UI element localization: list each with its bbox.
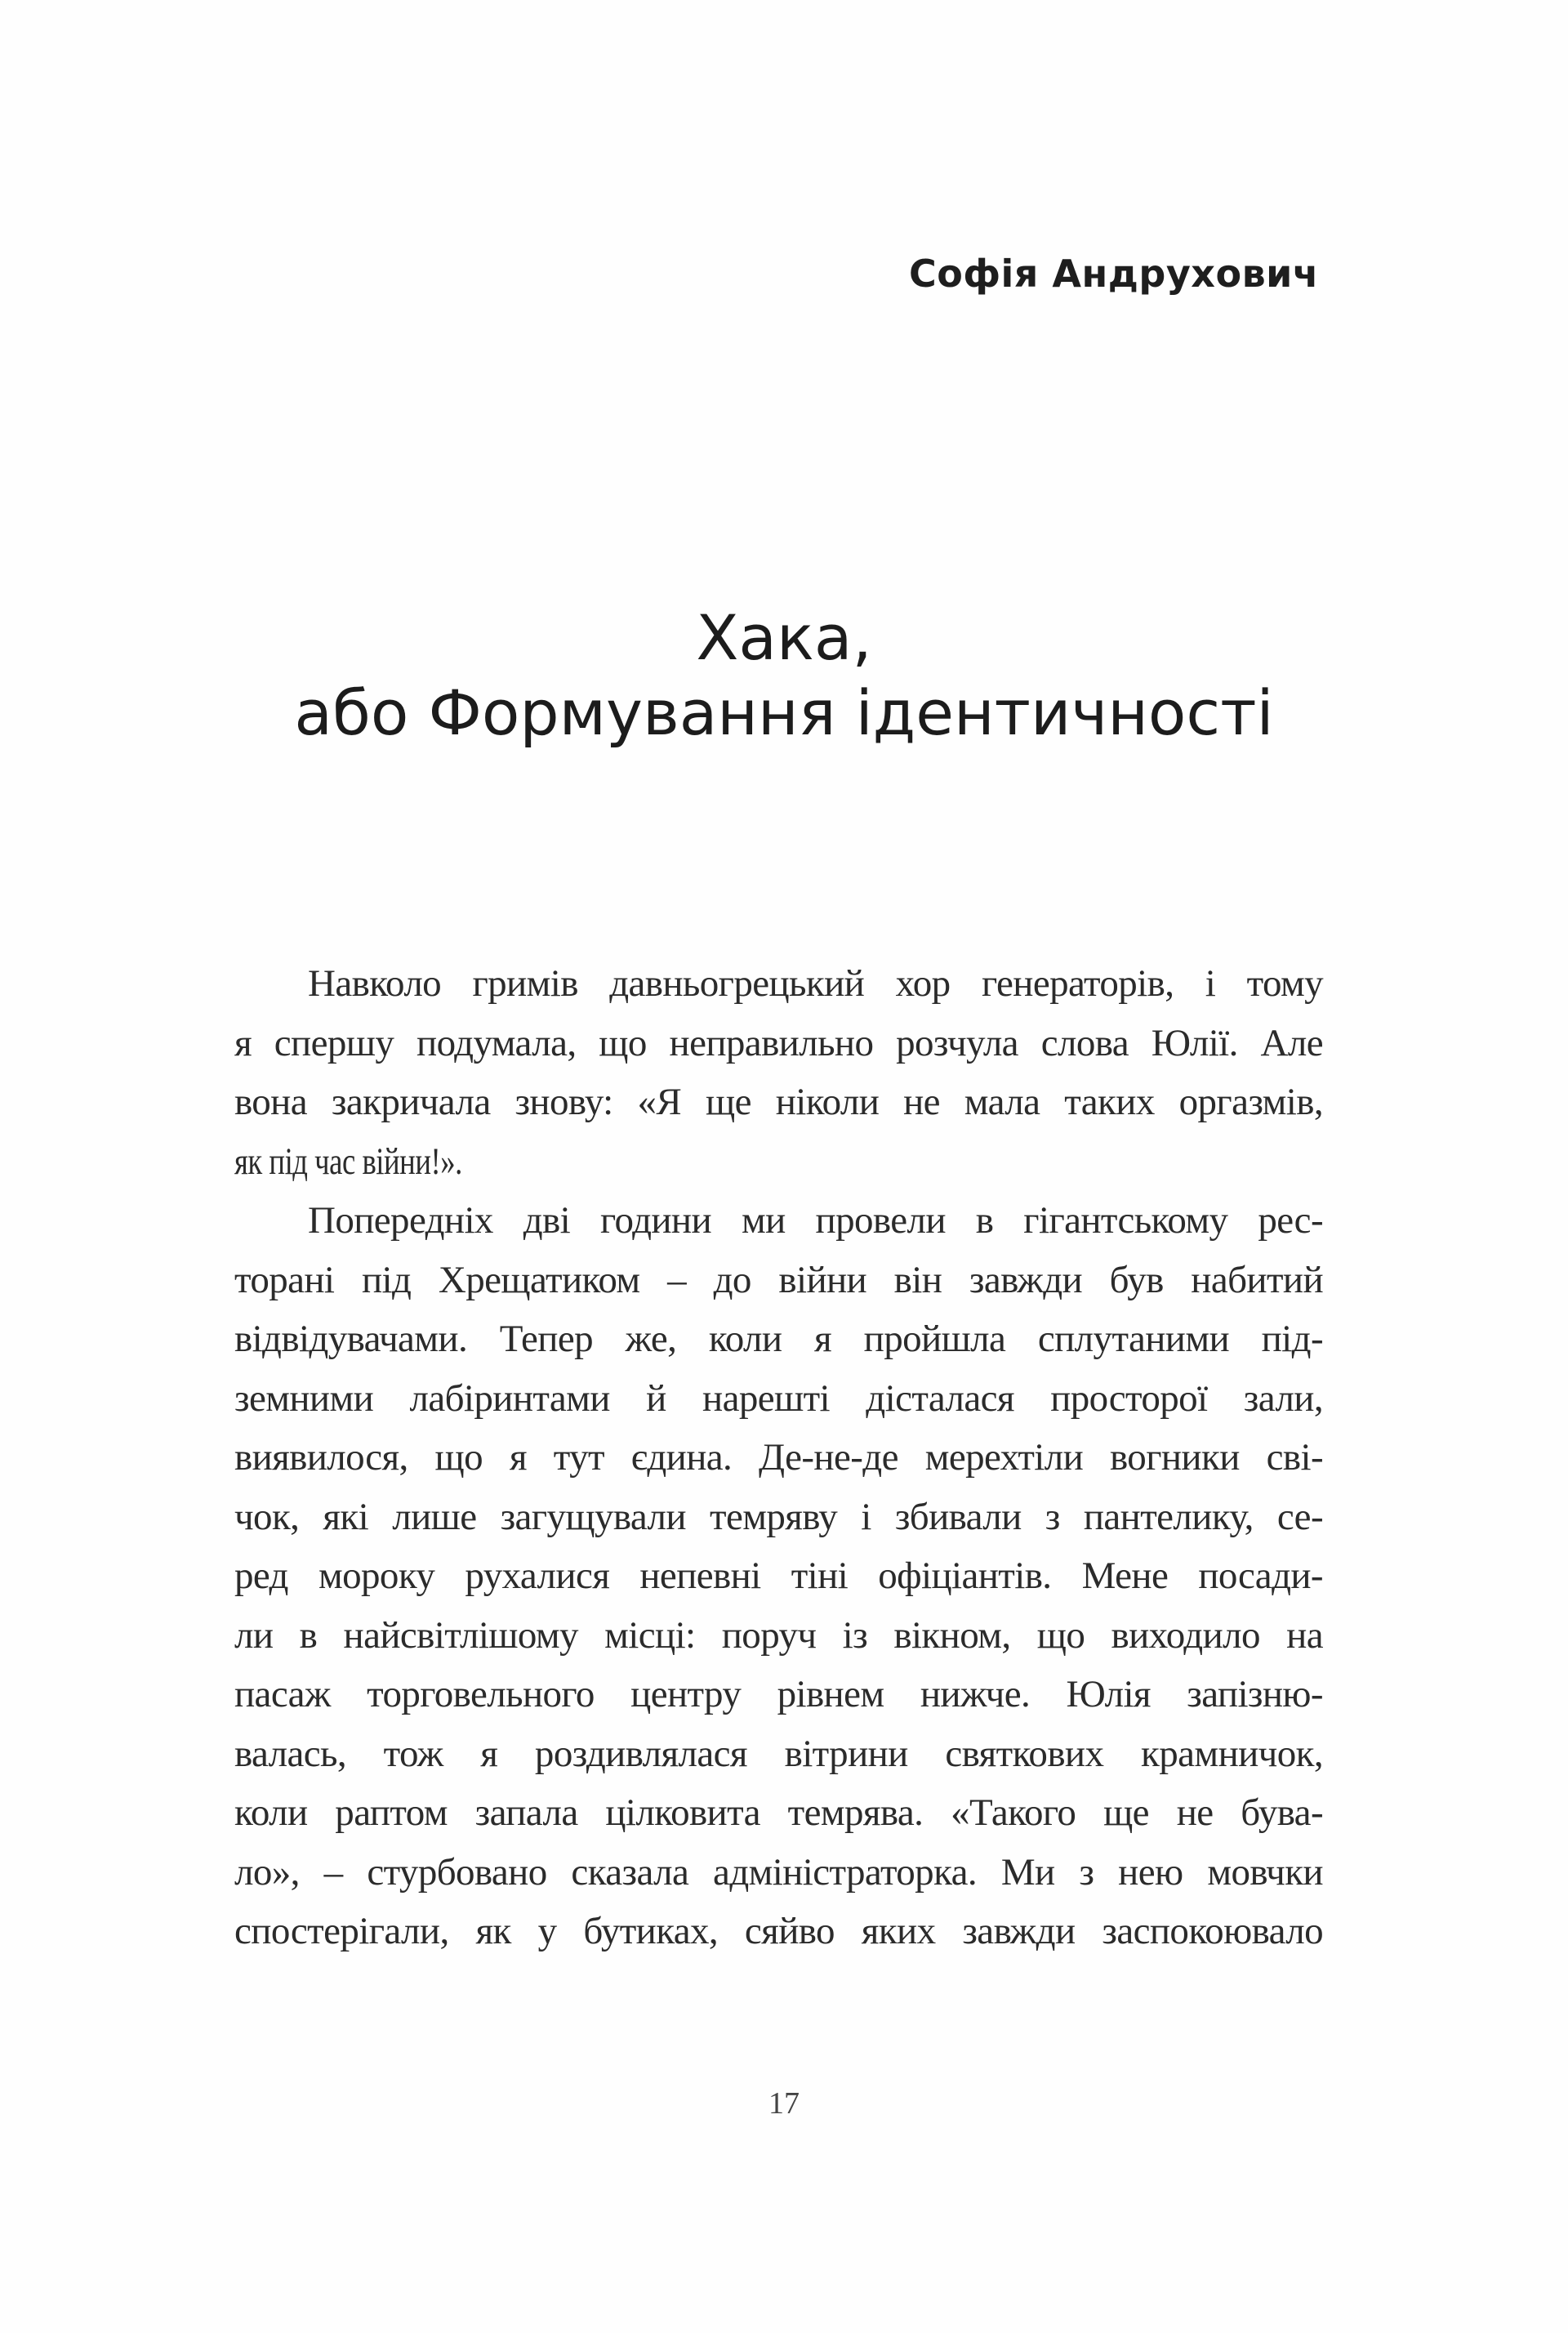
page-number: 17 <box>768 2086 800 2121</box>
text-line: земними лабіринтами й нарешті дісталася просторої зали, <box>234 1376 1323 1420</box>
text-line: валась, тож я роздивлялася вітрини святкових крамничок, <box>234 1732 1323 1775</box>
chapter-title <box>0 600 1568 751</box>
text-line: ло», – стурбовано сказала адміністраторка. Ми з нею мовчки <box>234 1850 1323 1894</box>
text-line: ли в найсвітлішому місці: поруч із вікном, що виходило на <box>234 1613 1323 1657</box>
chapter-title-line-1: Хака, <box>696 601 872 674</box>
text-line: відвідувачами. Тепер же, коли я пройшла сплутаними під- <box>234 1318 1323 1360</box>
paragraph-2 <box>234 1191 1323 1961</box>
text-line: чок, які лише загущували темряву і збивали з пантелику, се- <box>234 1495 1323 1538</box>
text-line: торані під Хрещатиком – до війни він завжди був набитий <box>234 1258 1323 1301</box>
text-line: спостерігали, як у бутиках, сяйво яких завжди заспокоювало <box>234 1910 1323 1952</box>
text-line: Навколо гримів давньогрецький хор генераторів, і тому <box>308 962 1323 1005</box>
text-line: ред мороку рухалися непевні тіні офіціантів. Мене посади- <box>234 1555 1323 1597</box>
chapter-title-line-2: або Формування ідентичності <box>294 676 1274 749</box>
author-name: Софія Андрухович <box>909 252 1319 296</box>
paragraph-1 <box>234 954 1323 1191</box>
text-line: як під час війни!». <box>234 1140 462 1183</box>
text-line: виявилося, що я тут єдина. Де-не-де мерехтіли вогники сві- <box>234 1436 1323 1479</box>
text-line: я спершу подумала, що неправильно розчула слова Юлії. Але <box>234 1021 1323 1064</box>
body-text <box>234 954 1323 1961</box>
text-line: вона закричала знову: «Я ще ніколи не мала таких оргазмів, <box>234 1081 1323 1123</box>
text-line: пасаж торговельного центру рівнем нижче. Юлія запізню- <box>234 1673 1323 1715</box>
text-line: Попередніх дві години ми провели в гігантському рес- <box>308 1199 1323 1242</box>
text-line: коли раптом запала цілковита темрява. «Такого ще не бува- <box>234 1791 1323 1834</box>
